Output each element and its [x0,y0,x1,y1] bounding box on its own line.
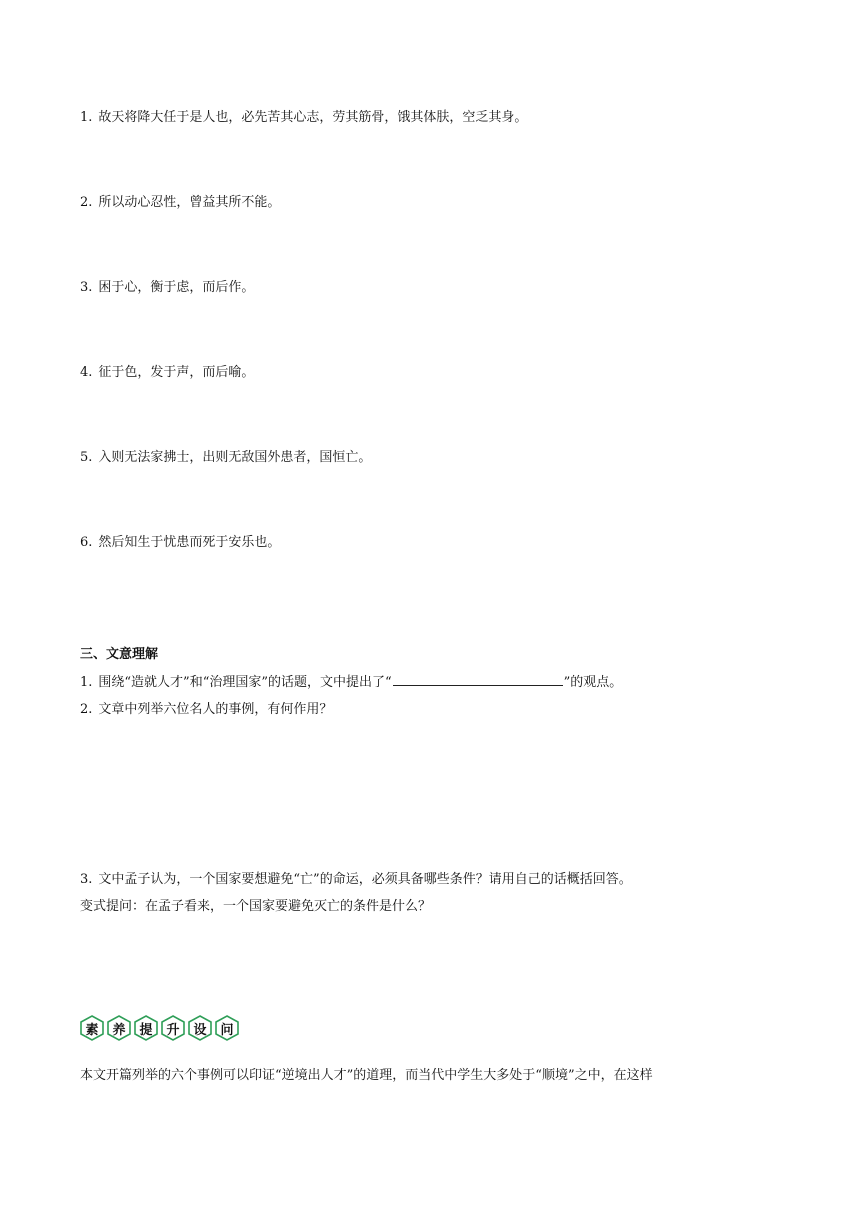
item-number: 1. [80,110,93,125]
badge-char: 设 [193,1022,207,1038]
badge-hexagon [188,1015,212,1041]
item-number: 3. [80,280,93,295]
section-badge-row [80,1015,239,1041]
item-text: 困于心，衡于虑，而后作。 [98,280,255,295]
question-number: 1. [80,675,93,690]
item-text: 然后知生于忧患而死于安乐也。 [98,535,281,550]
translation-item-4 [80,364,254,382]
item-text: 所以动心忍性，曾益其所不能。 [98,195,281,210]
section-title: 三、文意理解 [80,647,159,662]
question-1 [80,673,622,692]
question-text: 文中孟子认为，一个国家要想避免“亡”的命运，必须具备哪些条件？请用自己的话概括回答。 [98,872,632,887]
badge-char: 养 [112,1022,126,1038]
answer-blank[interactable] [393,673,563,686]
badge-hexagon [107,1015,131,1041]
question-3 [80,871,632,889]
badge-hexagon [80,1015,104,1041]
item-text: 故天将降大任于是人也，必先苦其心志，劳其筋骨，饿其体肤，空乏其身。 [98,110,528,125]
item-number: 4. [80,365,93,380]
badge-char: 素 [85,1022,99,1038]
variant-question: 变式提问：在孟子看来，一个国家要避免灭亡的条件是什么？ [80,899,432,914]
item-number: 5. [80,450,93,465]
item-text: 入则无法家拂士，出则无敌国外患者，国恒亡。 [98,450,372,465]
item-number: 2. [80,195,93,210]
badge-char: 问 [220,1022,234,1038]
translation-item-6 [80,534,280,552]
badge-char: 提 [139,1022,153,1038]
translation-item-2 [80,194,280,212]
question-text-before: 围绕“造就人才”和“治理国家”的话题，文中提出了“ [98,675,392,690]
question-text: 文章中列举六位名人的事例，有何作用？ [98,702,333,717]
badge-hexagon [134,1015,158,1041]
question-number: 3. [80,872,93,887]
question-2 [80,701,332,719]
question-text-after: ”的观点。 [563,675,623,690]
translation-item-5 [80,449,371,467]
badge-hexagon [161,1015,185,1041]
badge-hexagon [215,1015,239,1041]
question-number: 2. [80,702,93,717]
translation-item-3 [80,279,254,297]
item-number: 6. [80,535,93,550]
item-text: 征于色，发于声，而后喻。 [98,365,255,380]
badge-char: 升 [166,1022,180,1038]
closing-paragraph: 本文开篇列举的六个事例可以印证“逆境出人才”的道理，而当代中学生大多处于“顺境”之中，在这样 [80,1068,653,1083]
translation-item-1 [80,109,527,127]
